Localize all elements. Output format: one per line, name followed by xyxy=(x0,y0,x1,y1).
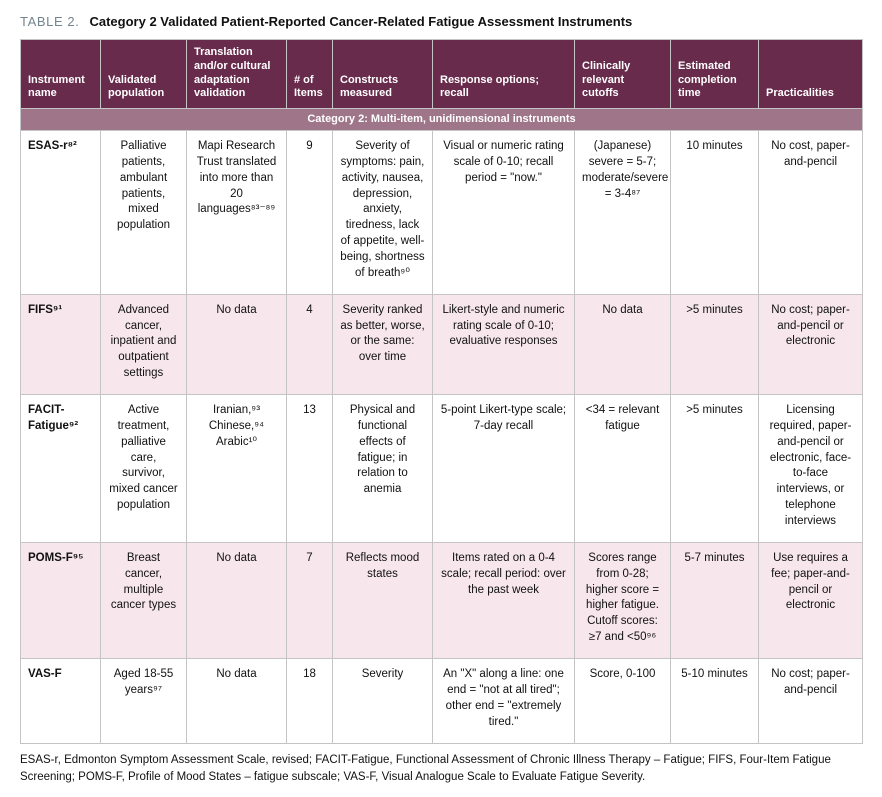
table-row-vas-f xyxy=(21,659,863,743)
footnote: ESAS-r, Edmonton Symptom Assessment Scale, revised; FACIT-Fatigue, Functional Assessment of Chronic Illness Therapy – Fatigue; FIFS, Four-Item Fatigue Screening; POMS-F, Profile of Mood States – fatigue subscale; VAS-F, Visual Analogue Scale to Evaluate Fatigue Severity. xyxy=(20,753,831,784)
col-header-validated-population: Validated population xyxy=(101,40,187,109)
cell: 7 xyxy=(287,542,333,658)
cell: Likert-style and numeric rating scale of 0-10; evaluative responses xyxy=(433,294,575,394)
cell-instrument-name: ESAS-r⁸² xyxy=(21,131,101,295)
assessment-instruments-table xyxy=(20,39,863,744)
cell: Items rated on a 0-4 scale; recall period: over the past week xyxy=(433,542,575,658)
cell: Mapi Research Trust translated into more than 20 languages⁸³⁻⁸⁹ xyxy=(187,131,287,295)
cell: 5-7 minutes xyxy=(671,542,759,658)
cell: No data xyxy=(187,294,287,394)
cell: No cost; paper-and-pencil xyxy=(759,659,863,743)
col-header-response-options: Response options; recall xyxy=(433,40,575,109)
cell: 13 xyxy=(287,395,333,543)
table-row-esas-r xyxy=(21,131,863,295)
cell: Breast cancer, multiple cancer types xyxy=(101,542,187,658)
section-header: Category 2: Multi-item, unidimensional instruments xyxy=(21,109,863,131)
cell: 5-point Likert-type scale; 7-day recall xyxy=(433,395,575,543)
cell-instrument-name: POMS-F⁹⁵ xyxy=(21,542,101,658)
cell: Severity xyxy=(333,659,433,743)
cell: Use requires a fee; paper-and-pencil or electronic xyxy=(759,542,863,658)
cell: No data xyxy=(187,659,287,743)
cell: Score, 0-100 xyxy=(575,659,671,743)
cell: Visual or numeric rating scale of 0-10; recall period = "now." xyxy=(433,131,575,295)
cell-instrument-name: FACIT-Fatigue⁹² xyxy=(21,395,101,543)
cell: 10 minutes xyxy=(671,131,759,295)
cell: 4 xyxy=(287,294,333,394)
cell: >5 minutes xyxy=(671,294,759,394)
cell: No data xyxy=(575,294,671,394)
table-row-fifs xyxy=(21,294,863,394)
cell: 18 xyxy=(287,659,333,743)
cell: Severity ranked as better, worse, or the same: over time xyxy=(333,294,433,394)
table-row-poms-f xyxy=(21,542,863,658)
col-header-translation-validation: Translation and/or cultural adaptation validation xyxy=(187,40,287,109)
cell: No cost; paper-and-pencil or electronic xyxy=(759,294,863,394)
table-label: TABLE 2. xyxy=(20,14,80,29)
cell: Severity of symptoms: pain, activity, nausea, depression, anxiety, tiredness, lack of appetite, well-being, shortness of breath⁹⁰ xyxy=(333,131,433,295)
cell: An "X" along a line: one end = "not at all tired"; other end = "extremely tired." xyxy=(433,659,575,743)
col-header-completion-time: Estimated completion time xyxy=(671,40,759,109)
cell-instrument-name: VAS-F xyxy=(21,659,101,743)
cell: Iranian,⁹³ Chinese,⁹⁴ Arabic¹⁰ xyxy=(187,395,287,543)
cell: Aged 18-55 years⁹⁷ xyxy=(101,659,187,743)
col-header-instrument-name: Instrument name xyxy=(21,40,101,109)
col-header-num-items: # of Items xyxy=(287,40,333,109)
cell: Scores range from 0-28; higher score = higher fatigue. Cutoff scores: ≥7 and <50⁹⁶ xyxy=(575,542,671,658)
cell: <34 = relevant fatigue xyxy=(575,395,671,543)
col-header-practicalities: Practicalities xyxy=(759,40,863,109)
cell: Palliative patients, ambulant patients, mixed population xyxy=(101,131,187,295)
cell: Advanced cancer, inpatient and outpatient settings xyxy=(101,294,187,394)
cell: 9 xyxy=(287,131,333,295)
cell: Active treatment, palliative care, survivor, mixed cancer population xyxy=(101,395,187,543)
col-header-clinical-cutoffs: Clinically relevant cutoffs xyxy=(575,40,671,109)
cell: (Japanese) severe = 5-7; moderate/severe = 3-4⁸⁷ xyxy=(575,131,671,295)
table-caption xyxy=(20,14,862,29)
cell: >5 minutes xyxy=(671,395,759,543)
section-header-row xyxy=(21,109,863,131)
col-header-constructs-measured: Constructs measured xyxy=(333,40,433,109)
cell: No data xyxy=(187,542,287,658)
cell: 5-10 minutes xyxy=(671,659,759,743)
table-row-facit-fatigue xyxy=(21,395,863,543)
cell: Reflects mood states xyxy=(333,542,433,658)
header-row xyxy=(21,40,863,109)
page-title: Category 2 Validated Patient-Reported Cancer-Related Fatigue Assessment Instruments xyxy=(89,14,633,29)
cell: Licensing required, paper-and-pencil or electronic, face-to-face interviews, or telephone interviews xyxy=(759,395,863,543)
cell: Physical and functional effects of fatigue; in relation to anemia xyxy=(333,395,433,543)
cell-instrument-name: FIFS⁹¹ xyxy=(21,294,101,394)
cell: No cost, paper-and-pencil xyxy=(759,131,863,295)
